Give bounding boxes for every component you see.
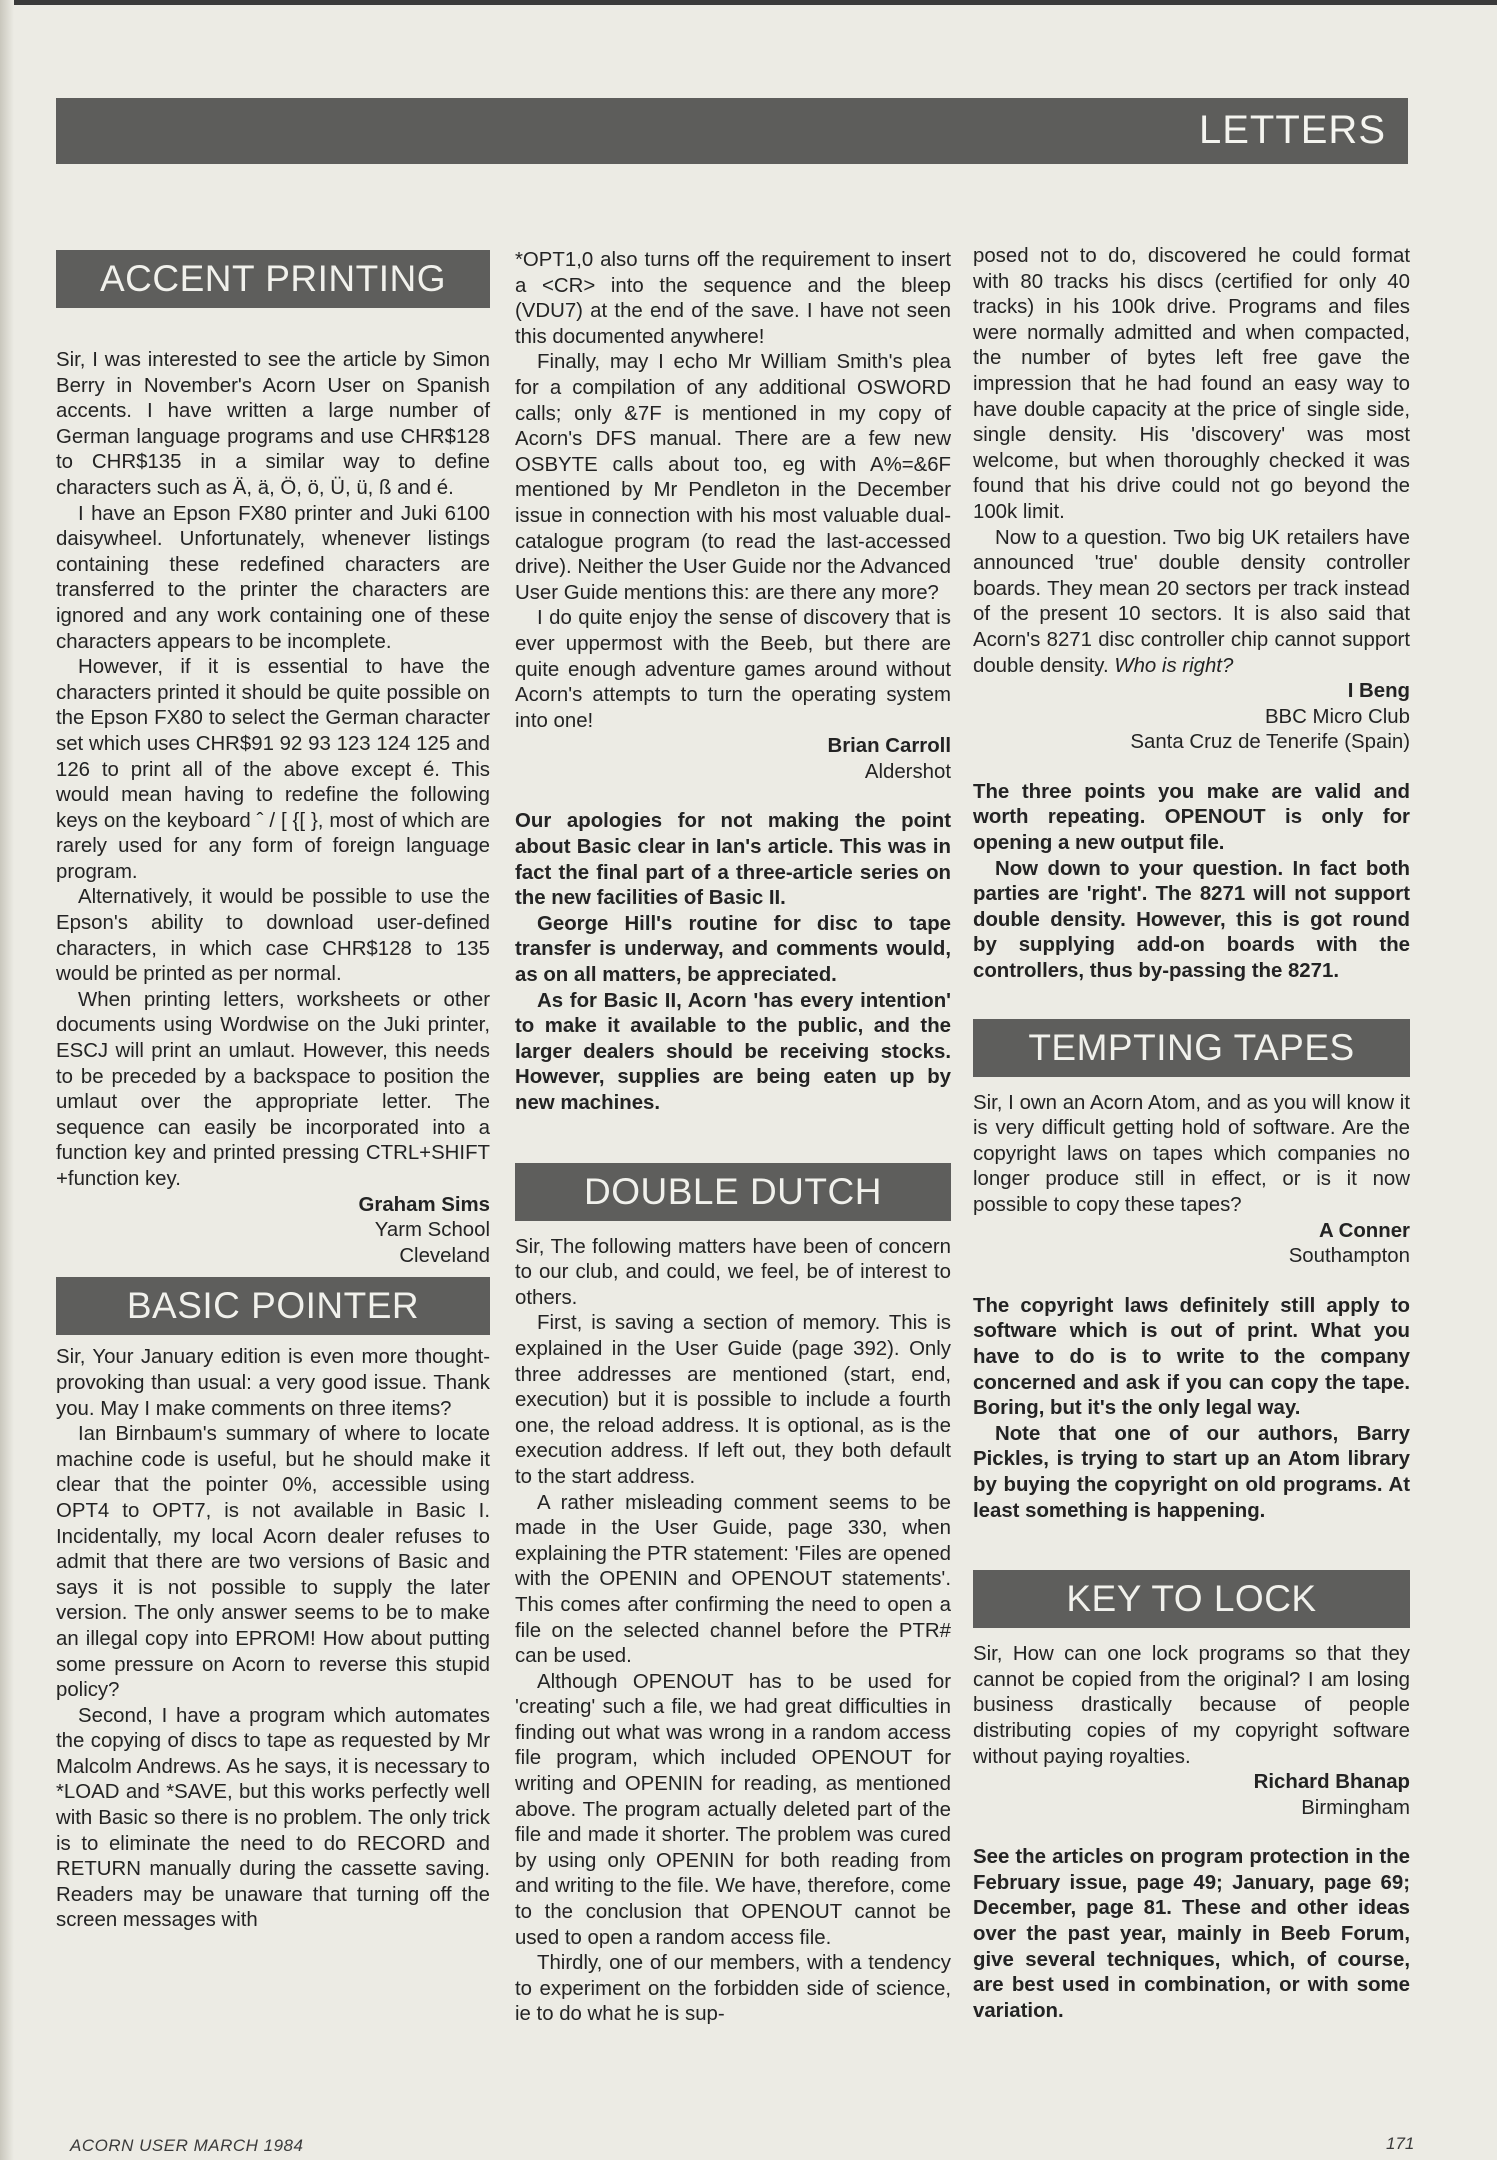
heading-basic-pointer: BASIC POINTER [56, 1277, 490, 1335]
paragraph: Sir, Your January edition is even more thought-provoking than usual: a very good issue. Thank you. May I make comments on three items? [56, 1346, 490, 1420]
column-3 [973, 244, 1410, 2024]
paragraph: Sir, How can one lock programs so that they cannot be copied from the original? I am losing business drastically because of people distributing copies of my copyright software without paying royalties. [973, 1643, 1410, 1768]
editor-reply: George Hill's routine for disc to tape transfer is underway, and comments would, as on all matters, be appreciated. [515, 912, 951, 987]
editor-reply: Note that one of our authors, Barry Pickles, is trying to start up an Atom library by buying the copyright on old programs. At least something is happening. [973, 1422, 1410, 1522]
signature [56, 1193, 490, 1219]
editor-reply: The copyright laws definitely still apply to software which is out of print. What you have to do is to write to the company concerned and ask if you can copy the tape. Boring, but it's the only legal way. [973, 1294, 1410, 1420]
editor-reply: The three points you make are valid and worth repeating. OPENOUT is only for opening a new output file. [973, 780, 1410, 855]
paragraph: Sir, The following matters have been of concern to our club, and could, we feel, be of interest to others. [515, 1235, 951, 1309]
editor-reply: Now down to your question. In fact both parties are 'right'. The 8271 will not support double density. However, this is got round by supplying add-on boards with the controllers, thus by-passing the 8271. [973, 857, 1410, 983]
paragraph: I have an Epson FX80 printer and Juki 6100 daisywheel. Unfortunately, whenever listings containing these redefined characters are transferred to the printer the characters are ignored and any work containing one of these characters appears to be incomplete. [56, 502, 490, 653]
heading-double-dutch: DOUBLE DUTCH [515, 1163, 951, 1221]
column-1 [56, 250, 490, 1934]
paragraph: Thirdly, one of our members, with a tendency to experiment on the forbidden side of science, ie to do what he is sup- [515, 1952, 951, 2026]
editor-reply: Our apologies for not making the point about Basic clear in Ian's article. This was in fact the final part of a three-article series on the new facilities of Basic II. [515, 810, 951, 910]
paragraph: First, is saving a section of memory. This is explained in the User Guide (page 392). Only three addresses are mentioned (start, end, execution) but it is possible to include a fourth one, the reload address. It is optional, as is the execution address. If left out, they both default to the start address. [515, 1312, 951, 1488]
paragraph: Sir, I own an Acorn Atom, and as you will know it is very difficult getting hold of software. Are the copyright laws on tapes which companies no longer produce still in effect, or is it now possible to copy these tapes? [973, 1091, 1410, 1216]
signature-line: BBC Micro Club [1264, 705, 1410, 728]
signature-name: A Conner [1318, 1219, 1410, 1242]
paragraph: Although OPENOUT has to be used for 'creating' such a file, we had great difficulties in finding out what was wrong in a random access file program, which included OPENOUT for writing and OPENIN for reading, as mentioned above. The program actually deleted part of the file and made it shorter. The problem was cured by using only OPENIN for both reading from and writing to the file. We have, therefore, come to the conclusion that OPENOUT cannot be used to open a random access file. [515, 1670, 951, 1949]
paragraph: Second, I have a program which automates the copying of discs to tape as requested by Mr Malcolm Andrews. As he says, it is necessary to *LOAD and *SAVE, but this works perfectly well with Basic so there is no problem. The only trick is to eliminate the need to do RECORD and RETURN manually during the cassette saving. Readers may be unaware that turning off the screen messages with [56, 1704, 490, 1932]
paragraph: I do quite enjoy the sense of discovery that is ever uppermost with the Beeb, but there are quite enough adventure games around without Acorn's attempts to turn the operating system into one! [515, 607, 951, 732]
binding-shadow [0, 0, 14, 2160]
paragraph: posed not to do, discovered he could format with 80 tracks his discs (certified for only 40 tracks) in his 100k drive. Programs and files were normally admitted and when compacted, the number of bytes left free gave the impression that he had found an easy way to have double capacity at the price of single side, single density. His 'discovery' was most welcome, but when thoroughly checked it was found that his drive could not go beyond the 100k limit. [973, 245, 1410, 523]
paragraph: *OPT1,0 also turns off the requirement to insert a <CR> into the sequence and the bleep (VDU7) at the end of the save. I have not seen this documented anywhere! [515, 249, 951, 348]
editor-reply: See the articles on program protection in the February issue, page 49; January, page 69; December, page 81. These and other ideas over the past year, mainly in Beeb Forum, give several techniques, which, of course, are best used in combination, or with some variation. [973, 1846, 1410, 2022]
signature-line: Birmingham [1301, 1796, 1410, 1819]
signature-name: Graham Sims [358, 1193, 490, 1216]
heading-tempting-tapes: TEMPTING TAPES [973, 1019, 1410, 1077]
paragraph: A rather misleading comment seems to be made in the User Guide, page 330, when explaining the PTR statement: 'Files are opened with the OPENIN and OPENOUT statements'. This comes after confirming the need to open a file on the selected channel before the PTR# can be used. [515, 1491, 951, 1668]
signature [515, 734, 951, 760]
paragraph: Sir, I was interested to see the article by Simon Berry in November's Acorn User on Spanish accents. I have written a large number of German language programs and use CHR$128 to CHR$135 in a similar way to define characters such as Ä, ä, Ö, ö, Ü, ü, ß and é. [56, 349, 490, 499]
column-2 [515, 248, 951, 2028]
page-number: 171 [1386, 2134, 1415, 2153]
paragraph-text: Now to a question. Two big UK retailers have announced 'true' double density controller boards. They mean 20 sectors per track instead of the present 10 sectors. It is also said that Acorn's 8271 disc controller chip cannot support double density. [973, 526, 1410, 677]
signature-line: Yarm School [374, 1219, 490, 1242]
paragraph: However, if it is essential to have the characters printed it should be quite possible on the Epson FX80 to select the German character set which uses CHR$91 92 93 123 124 125 and 126 to print all of the above except é. This would mean having to redefine the following keys on the keyboard ˆ / [ {[ }, most of which are rarely used for any form of foreign language program. [56, 656, 490, 883]
signature [973, 1770, 1410, 1796]
paragraph [973, 526, 1410, 680]
signature-line: Aldershot [864, 760, 951, 783]
signature-line: Santa Cruz de Tenerife (Spain) [1130, 731, 1410, 754]
signature-name: Brian Carroll [827, 735, 951, 758]
paragraph-italic: Who is right? [1114, 654, 1234, 677]
section-title: LETTERS [1198, 108, 1386, 152]
editor-reply: As for Basic II, Acorn 'has every intention' to make it available to the public, and the larger dealers should be receiving stocks. However, supplies are being eaten up by new machines. [515, 989, 951, 1114]
signature-name: I Beng [1347, 680, 1410, 703]
heading-accent-printing: ACCENT PRINTING [56, 250, 490, 308]
signature [973, 1219, 1410, 1245]
paragraph: Ian Birnbaum's summary of where to locate machine code is useful, but he should make it clear that the pointer 0%, accessible using OPT4 to OPT7, is not available in Basic I. Incidentally, my local Acorn dealer refuses to admit that there are two versions of Basic and says it is not possible to supply the later version. The only answer seems to be to make an illegal copy into EPROM! How about putting some pressure on Acorn to reverse this stupid policy? [56, 1423, 490, 1702]
paragraph: Finally, may I echo Mr William Smith's plea for a compilation of any additional OSWORD calls; only &7F is mentioned in my copy of Acorn's DFS manual. There are a few new OSBYTE calls about too, eg with A%=&6F mentioned by Mr Pendleton in the December issue in connection with his most valuable dual-catalogue program (to read the last-accessed drive). Neither the User Guide nor the Advanced User Guide mentions this: are there any more? [515, 351, 951, 604]
publication-footer: ACORN USER MARCH 1984 [70, 2136, 304, 2155]
signature-line: Southampton [1288, 1245, 1410, 1268]
signature-name: Richard Bhanap [1253, 1771, 1410, 1794]
section-banner [56, 98, 1408, 164]
paragraph: When printing letters, worksheets or other documents using Wordwise on the Juki printer, ESCJ will print an umlaut. However, this needs to be preceded by a backspace to position the umlaut over the appropriate letter. The sequence can easily be incorporated into a function key and printed pressing CTRL+SHIFT +function key. [56, 988, 490, 1190]
signature-line: Cleveland [399, 1244, 490, 1267]
heading-key-to-lock: KEY TO LOCK [973, 1570, 1410, 1628]
top-edge [0, 0, 1497, 5]
signature [973, 679, 1410, 705]
paragraph: Alternatively, it would be possible to use the Epson's ability to download user-defined characters, in which case CHR$128 to 135 would be printed as per normal. [56, 886, 490, 986]
